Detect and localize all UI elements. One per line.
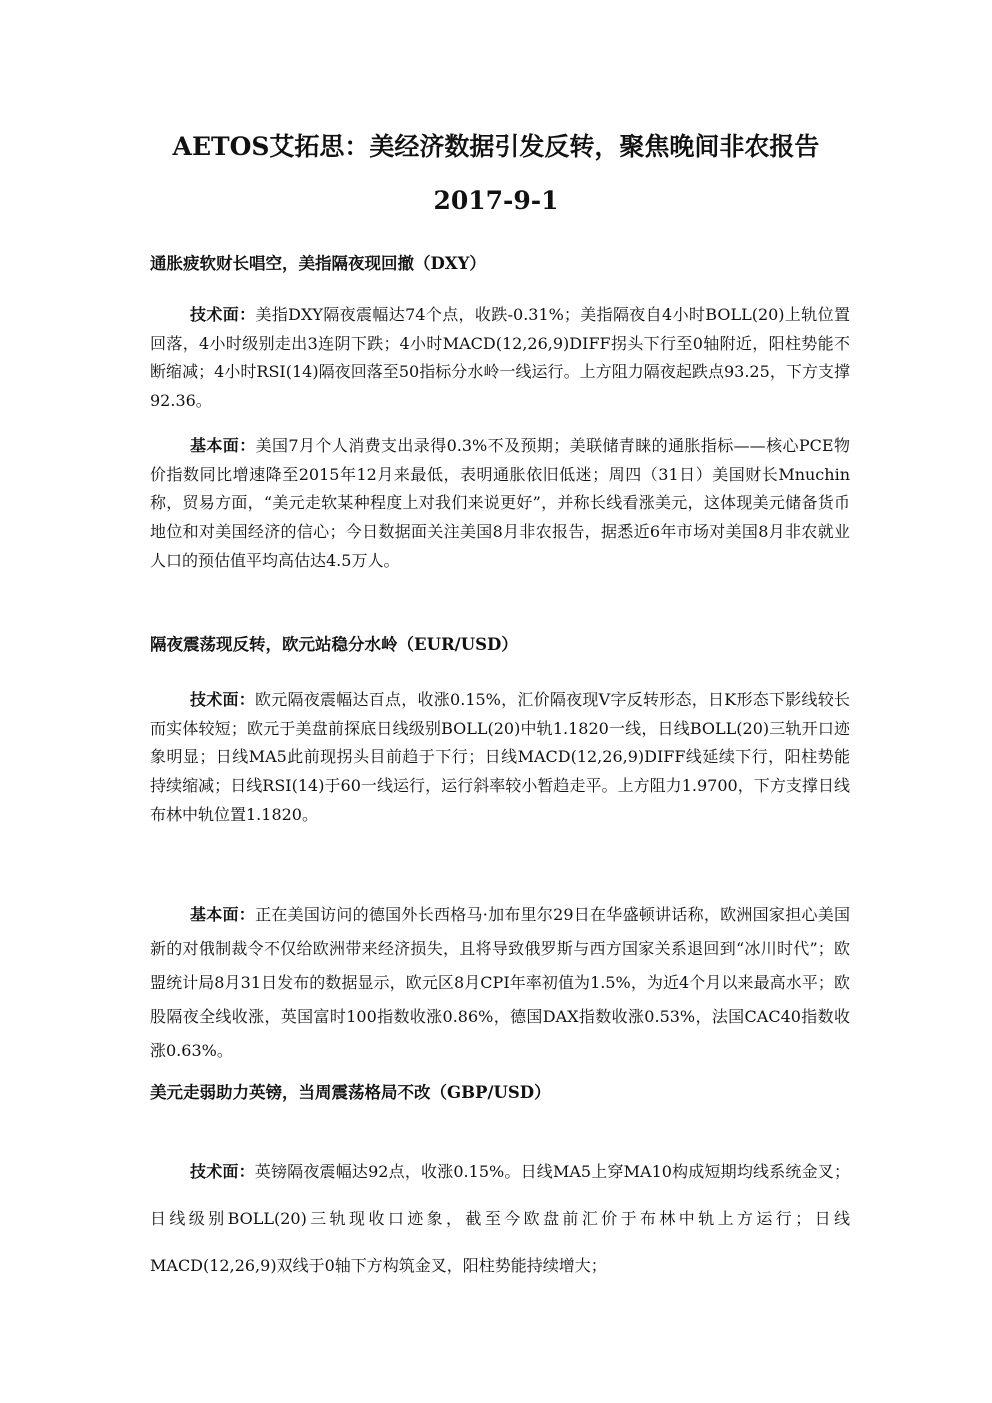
paragraph-text: 英镑隔夜震幅达92点，收涨0.15%。日线MA5上穿MA10构成短期均线系统金叉；日线级别BOLL(20)三轨现收口迹象，截至今欧盘前汇价于布林中轨上方运行；日线MACD(12,26,9)双线于0轴下方构筑金叉，阳柱势能持续增大； bbox=[150, 1162, 850, 1275]
paragraph-label: 基本面： bbox=[190, 905, 256, 924]
paragraph-eurusd-technical bbox=[150, 686, 850, 830]
paragraph-dxy-technical bbox=[150, 301, 850, 416]
paragraph-dxy-fundamental bbox=[150, 432, 850, 576]
paragraph-eurusd-fundamental bbox=[150, 898, 850, 1068]
paragraph-text: 正在美国访问的德国外长西格马·加布里尔29日在华盛顿讲话称，欧洲国家担心美国新的对俄制裁令不仅给欧洲带来经济损失，且将导致俄罗斯与西方国家关系退回到“冰川时代”；欧盟统计局8月31日发布的数据显示，欧元区8月CPI年率初值为1.5%，为近4个月以来最高水平；欧股隔夜全线收涨，英国富时100指数收涨0.86%，德国DAX指数收涨0.53%，法国CAC40指数收涨0.63%。 bbox=[150, 905, 850, 1060]
paragraph-label: 技术面： bbox=[190, 305, 256, 324]
document-title: AETOS艾拓思：美经济数据引发反转，聚焦晚间非农报告 bbox=[172, 132, 820, 161]
section-heading-gbpusd: 美元走弱助力英镑，当周震荡格局不改（GBP/USD） bbox=[150, 1083, 551, 1102]
section-heading-dxy: 通胀疲软财长唱空，美指隔夜现回撤（DXY） bbox=[150, 254, 486, 273]
section-heading-eurusd: 隔夜震荡现反转，欧元站稳分水岭（EUR/USD） bbox=[150, 635, 518, 654]
paragraph-label: 技术面： bbox=[190, 690, 256, 709]
document-date: 2017-9-1 bbox=[433, 186, 559, 215]
paragraph-text: 欧元隔夜震幅达百点，收涨0.15%，汇价隔夜现V字反转形态，日K形态下影线较长而实体较短；欧元于美盘前探底日线级别BOLL(20)中轨1.1820一线，日线BOLL(20)三轨开口迹象明显；日线MA5此前现拐头目前趋于下行；日线MACD(12,26,9)DIFF线延续下行，阳柱势能持续缩减；日线RSI(14)于60一线运行，运行斜率较小暂趋走平。上方阻力1.9700，下方支撑日线布林中轨位置1.1820。 bbox=[150, 690, 850, 824]
paragraph-text: 美国7月个人消费支出录得0.3%不及预期；美联储青睐的通胀指标——核心PCE物价指数同比增速降至2015年12月来最低，表明通胀依旧低迷；周四（31日）美国财长Mnuchin称，贸易方面，“美元走软某种程度上对我们来说更好”，并称长线看涨美元，这体现美元储备货币地位和对美国经济的信心；今日数据面关注美国8月非农报告，据悉近6年市场对美国8月非农就业人口的预估值平均高估达4.5万人。 bbox=[150, 436, 850, 570]
paragraph-label: 技术面： bbox=[190, 1162, 255, 1181]
paragraph-gbpusd-technical bbox=[150, 1148, 850, 1289]
paragraph-text: 美指DXY隔夜震幅达74个点，收跌-0.31%；美指隔夜自4小时BOLL(20)上轨位置回落，4小时级别走出3连阴下跌；4小时MACD(12,26,9)DIFF拐头下行至0轴附近，阳柱势能不断缩减；4小时RSI(14)隔夜回落至50指标分水岭一线运行。上方阻力隔夜起跌点93.25，下方支撑92.36。 bbox=[150, 305, 850, 411]
paragraph-label: 基本面： bbox=[190, 436, 256, 455]
